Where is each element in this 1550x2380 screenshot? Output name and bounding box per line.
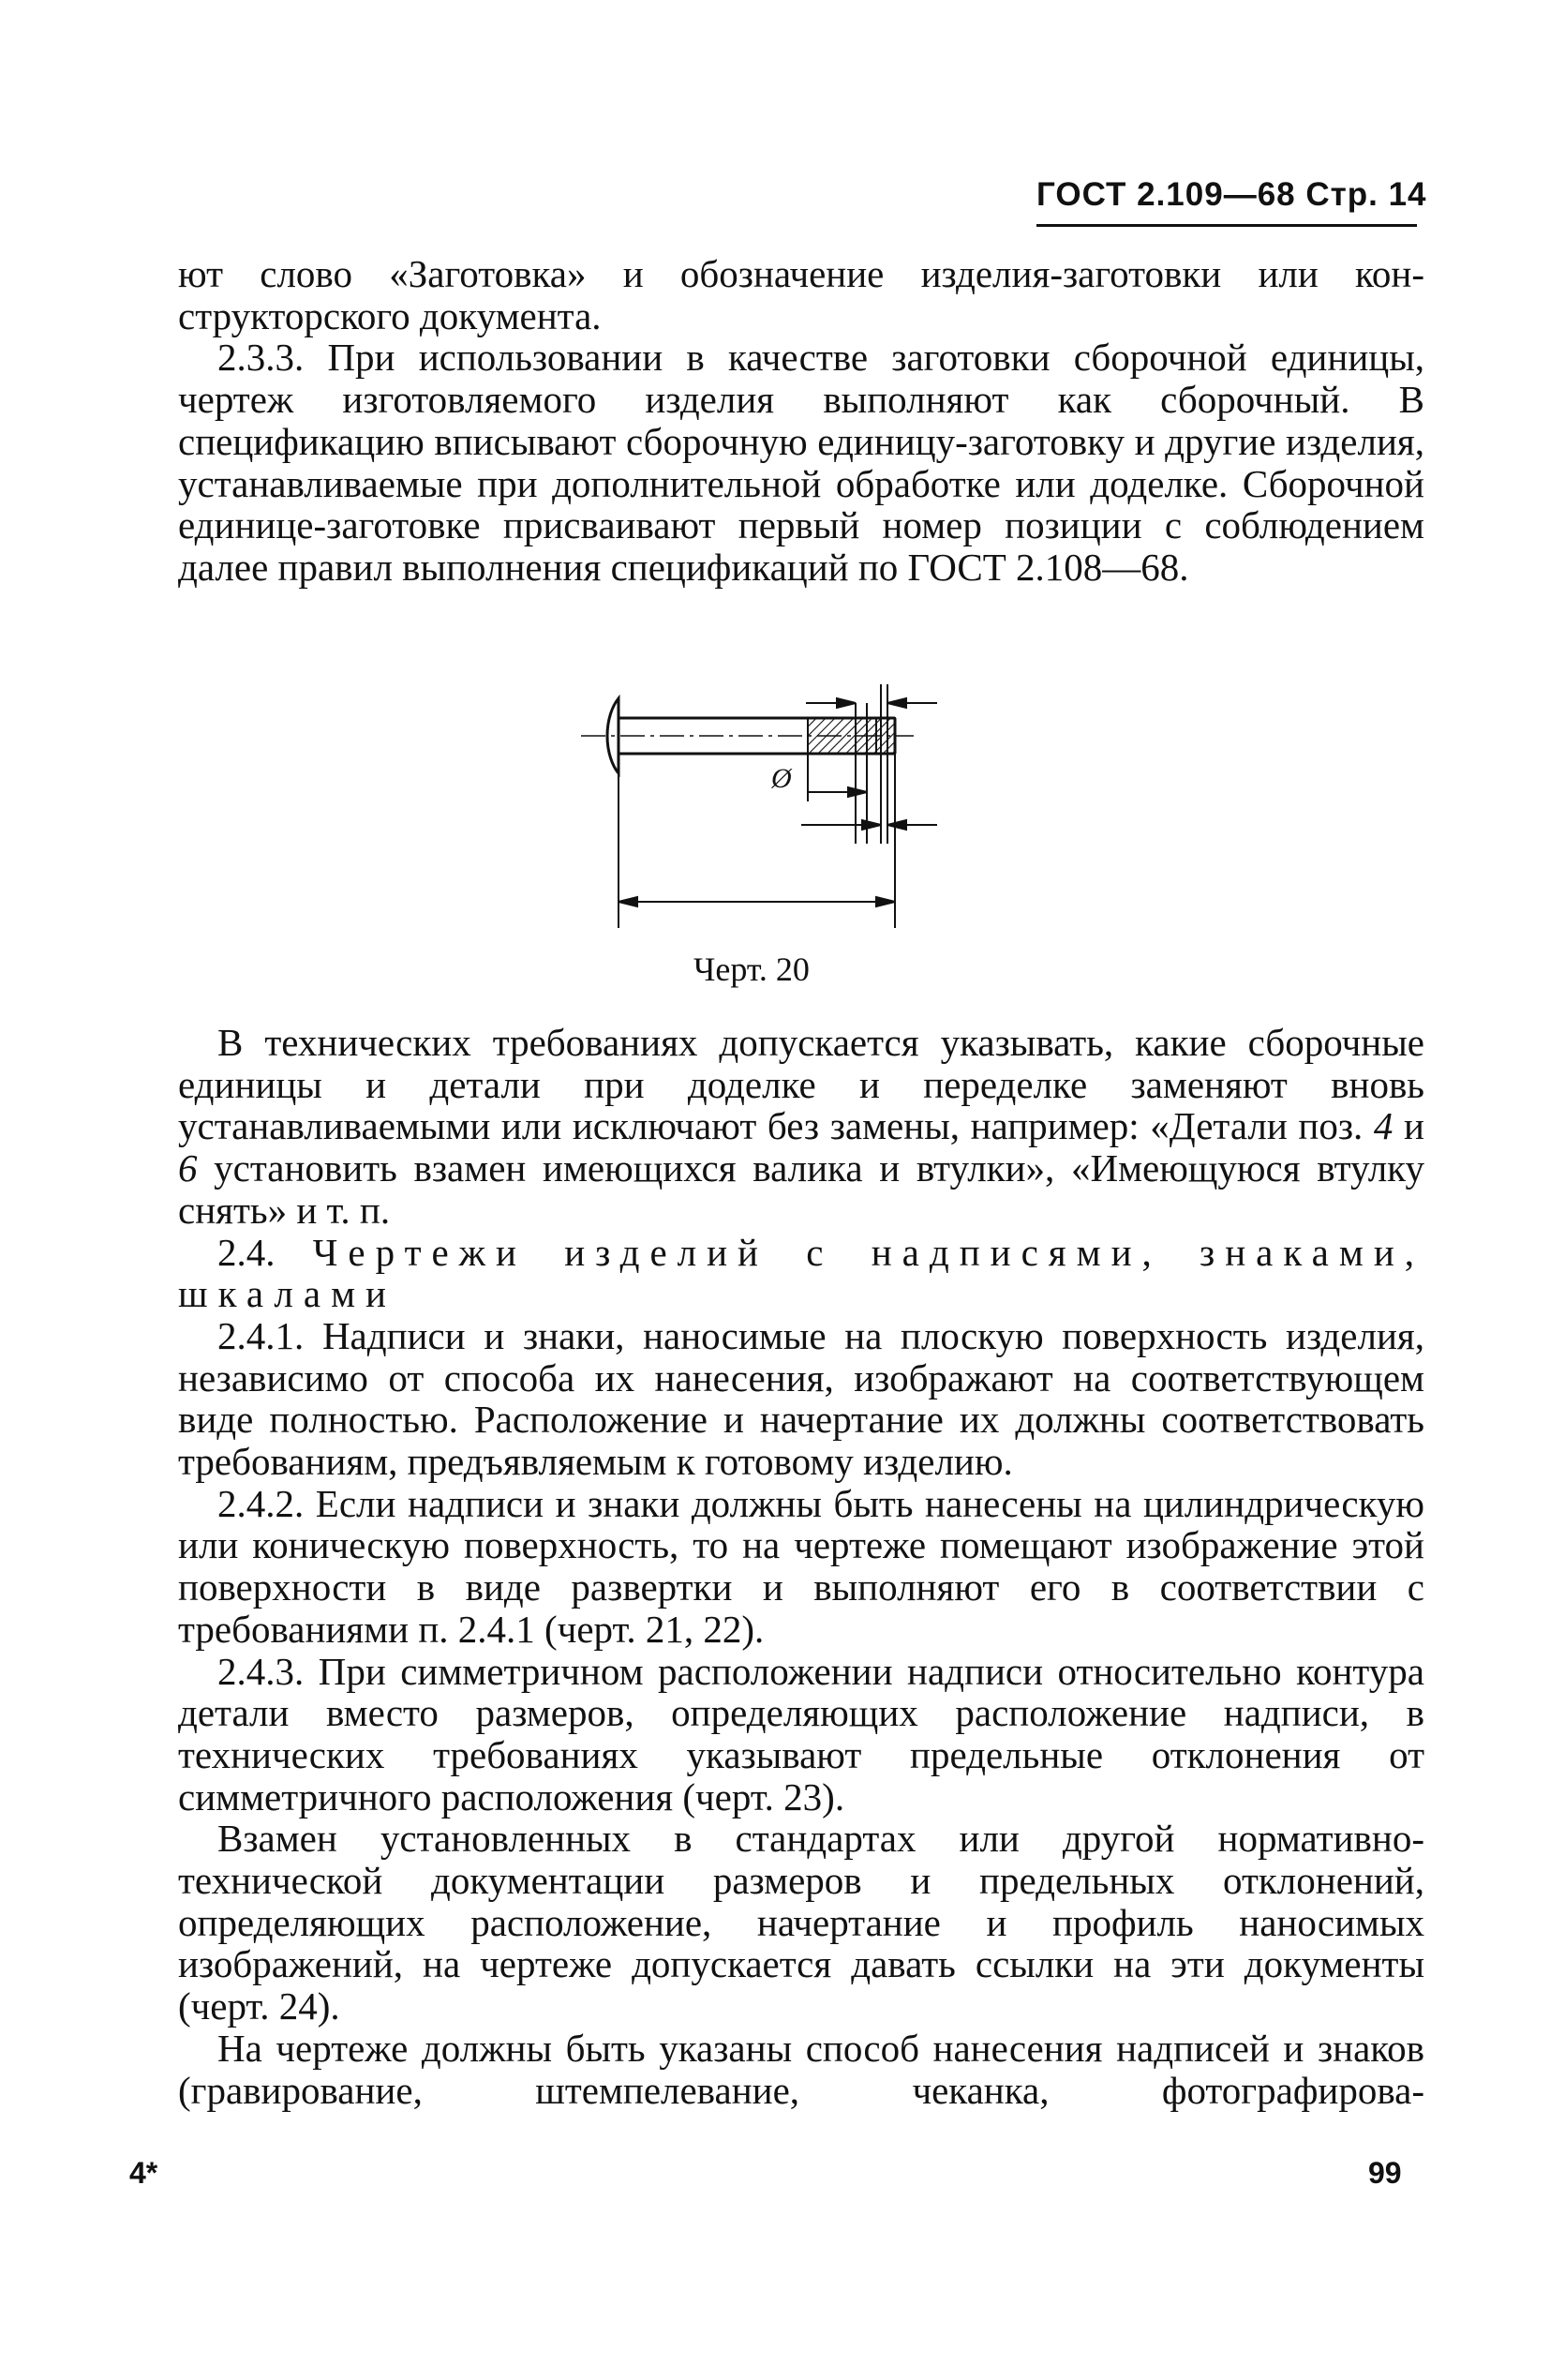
paragraph-2-4-2: 2.4.2. Если надписи и знаки должны быть нанесены на цилиндрическую или коническую поверхность, то на чертеже помещают изображение этой поверхности в виде развертки и выполняют его в соответствии с требованиями п. 2.4.1 (черт. 21, 22). bbox=[178, 1481, 1424, 1651]
paragraph-text: В технических требованиях допускается указывать, какие сборочные единицы и детали при доделке и переделке заменяют вновь устанавливаемыми или исключают без замены, например: «Детали поз. bbox=[178, 1021, 1424, 1148]
rivet-drawing bbox=[562, 647, 993, 937]
text-block-bottom bbox=[178, 1022, 1424, 2111]
paragraph-continuation: ют слово «Заготовка» и обозначение изделия-заготовки или конструкторского документа. bbox=[178, 252, 1424, 337]
section-heading-2-4 bbox=[178, 1232, 1424, 1315]
paragraph-2-3-3: 2.3.3. При использовании в качестве заготовки сборочной единицы, чертеж изготовляемого изделия выполняют как сборочный. В спецификацию вписывают сборочную единицу-заготовку и другие изделия, устанавливаемые при дополнительной обработке или доделке. Сборочной единице-заготовке присваивают первый номер позиции с соблюдением далее правил выполнения спецификаций по ГОСТ 2.108—68. bbox=[178, 336, 1424, 589]
page-number: 99 bbox=[1368, 2156, 1402, 2190]
text-block-top bbox=[178, 253, 1424, 589]
paragraph-references: Взамен установленных в стандартах или другой нормативно-технической документации размеров и предельных отклонений, определяющих расположение, начертание и профиль наносимых изображений, на чертеже допускается давать ссылки на эти документы (черт. 24). bbox=[178, 1817, 1424, 2028]
position-number: 6 bbox=[178, 1146, 198, 1190]
paragraph-text: и bbox=[1393, 1104, 1424, 1148]
section-title: Чертежи изделий с надписями, знаками, шкалами bbox=[178, 1230, 1425, 1316]
footer-signature-mark: 4* bbox=[129, 2156, 158, 2190]
header-rule bbox=[1036, 224, 1417, 227]
page-header: ГОСТ 2.109—68 Стр. 14 bbox=[1036, 176, 1427, 213]
section-number: 2.4. bbox=[217, 1230, 276, 1274]
figure-caption: Черт. 20 bbox=[693, 951, 810, 988]
diameter-symbol: Ø bbox=[771, 763, 792, 794]
paragraph-tech-requirements bbox=[178, 1022, 1424, 1232]
position-number: 4 bbox=[1373, 1104, 1394, 1148]
paragraph-2-4-3: 2.4.3. При симметричном расположении надписи относительно контура детали вместо размеров, определяющих расположение надписи, в технических требованиях указывают предельные отклонения от симметричного расположения (черт. 23). bbox=[178, 1649, 1424, 1819]
paragraph-2-4-1: 2.4.1. Надписи и знаки, наносимые на плоскую поверхность изделия, независимо от способа их нанесения, изображают на соответствующем виде полностью. Расположение и начертание их должны соответствовать требованиям, предъявляемым к готовому изделию. bbox=[178, 1313, 1424, 1484]
paragraph-marking-method: На чертеже должны быть указаны способ нанесения надписей и знаков (гравирование, штемпелевание, чеканка, фотографирова- bbox=[178, 2026, 1424, 2112]
hatched-blank-end bbox=[876, 718, 895, 754]
paragraph-text: установить взамен имеющихся валика и втулки», «Имеющуюся втулку снять» и т. п. bbox=[178, 1146, 1424, 1232]
